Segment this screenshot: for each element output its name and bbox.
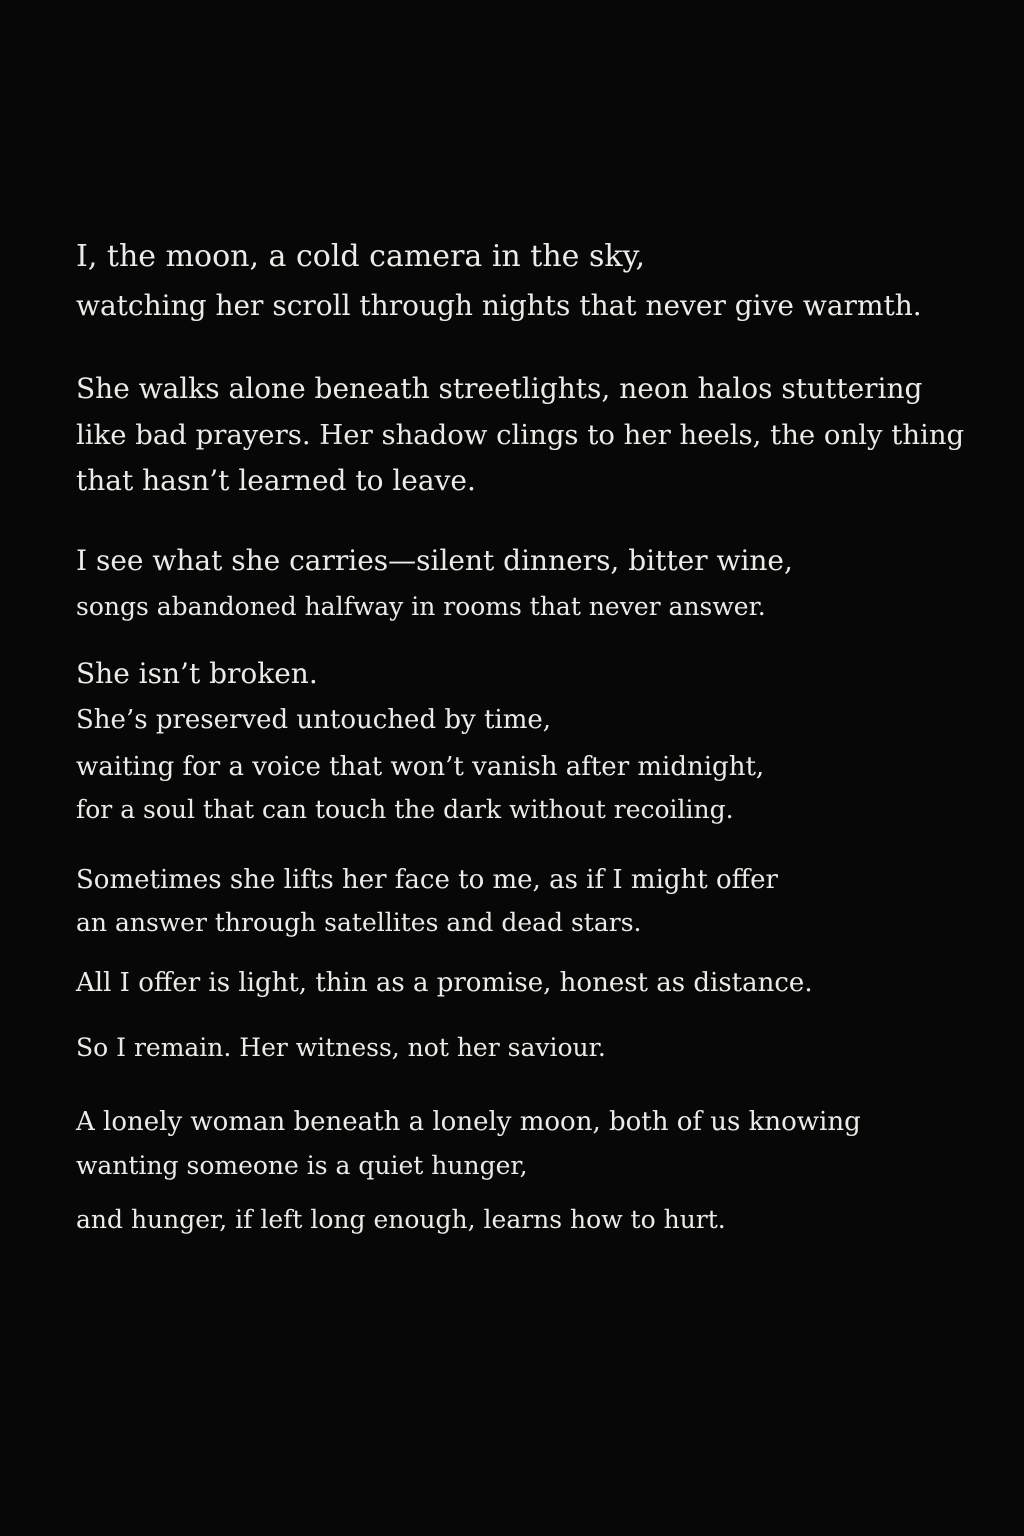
poem-line: songs abandoned halfway in rooms that never answer.	[76, 592, 766, 621]
poem-line: So I remain. Her witness, not her saviour.	[76, 1033, 606, 1062]
poem-line: She’s preserved untouched by time,	[76, 705, 552, 735]
poem-line: that hasn’t learned to leave.	[76, 464, 476, 497]
poem-line: and hunger, if left long enough, learns how to hurt.	[76, 1205, 726, 1234]
poem-line: watching her scroll through nights that never give warmth.	[76, 289, 922, 322]
poem-line: for a soul that can touch the dark without recoiling.	[76, 795, 734, 824]
poem-line: A lonely woman beneath a lonely moon, both of us knowing	[76, 1107, 861, 1137]
poem-line: Sometimes she lifts her face to me, as if I might offer	[76, 865, 778, 895]
poem-line: All I offer is light, thin as a promise, honest as distance.	[76, 968, 813, 998]
poem-line: She isn’t broken.	[76, 657, 318, 690]
poem-line: She walks alone beneath streetlights, neon halos stuttering	[76, 372, 923, 405]
poem-line: I see what she carries—silent dinners, bitter wine,	[76, 544, 793, 577]
poem-line: wanting someone is a quiet hunger,	[76, 1151, 528, 1180]
poem-line: waiting for a voice that won’t vanish after midnight,	[76, 752, 765, 782]
poem-line: like bad prayers. Her shadow clings to her heels, the only thing	[76, 419, 965, 451]
poem-line: an answer through satellites and dead stars.	[76, 908, 642, 937]
poem-line: I, the moon, a cold camera in the sky,	[76, 239, 646, 274]
